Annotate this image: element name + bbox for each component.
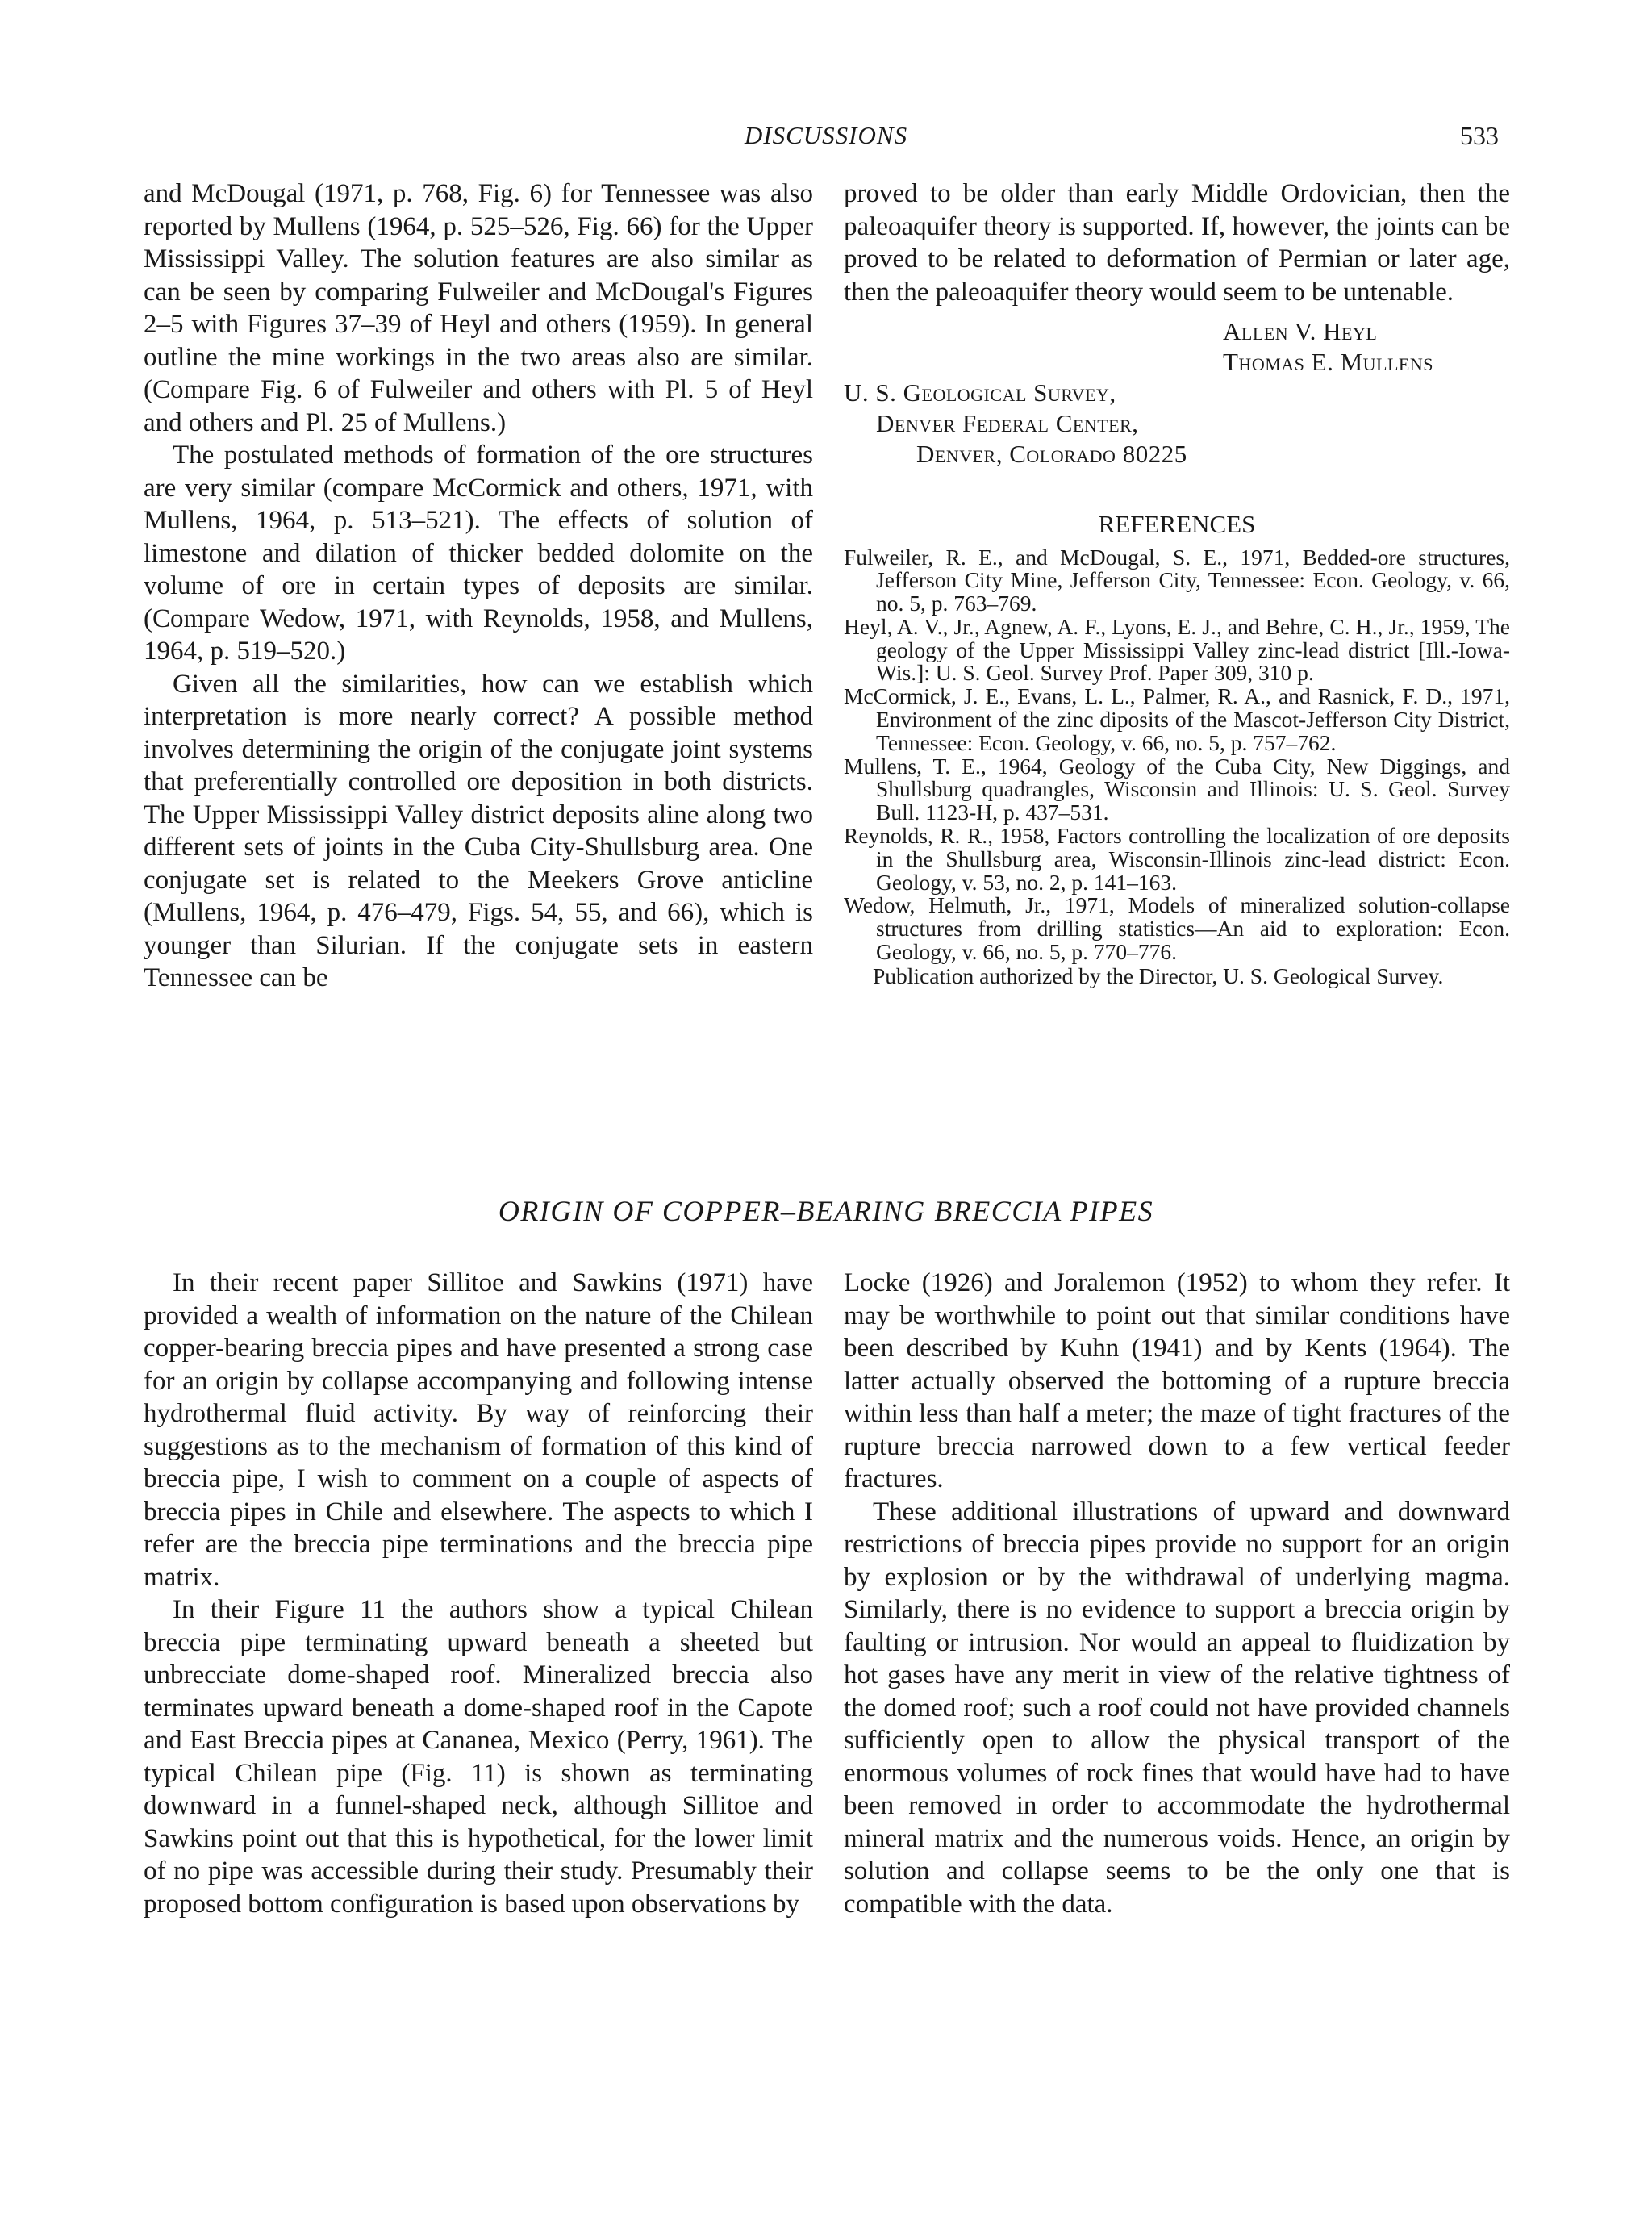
paragraph: In their Figure 11 the authors show a typical Chilean breccia pipe terminating upward beneath a sheeted but unbrecciate dome-shaped roof. Mineralized breccia also terminates upward beneath a dome-shaped roof in the Capote and East Breccia pipes at Cananea, Mexico (Perry, 1961). The typical Chilean pipe (Fig. 11) is shown as terminating downward in a funnel-shaped neck, although Sillitoe and Sawkins point out that this is hypothetical, for the lower limit of no pipe was accessible during their study. Presumably their proposed bottom configuration is based upon observations by (144, 1595, 813, 1919)
affiliation-line: Denver, Colorado 80225 (916, 440, 1187, 468)
reference-list (844, 546, 1510, 964)
paragraph: and McDougal (1971, p. 768, Fig. 6) for Tennessee was also reported by Mullens (1964, p. 525–526, Fig. 66) for the Upper Mississippi Valley. The solution features are also similar as can be seen by comparing Fulweiler and McDougal's Figures 2–5 with Figures 37–39 of Heyl and others (1959). In general outline the mine workings in the two areas also are similar. (Compare Fig. 6 of Fulweiler and others with Pl. 5 of Heyl and others and Pl. 25 of Mullens.) (144, 179, 813, 437)
signature-block (844, 316, 1510, 470)
author-name: Thomas E. Mullens (1223, 348, 1433, 376)
affiliation-line: Denver Federal Center, (876, 409, 1139, 437)
paragraph: The postulated methods of formation of the ore structures are very similar (compare McCormick and others, 1971, with Mullens, 1964, p. 513–521). The effects of solution of limestone and dilation of thicker bedded dolomite on the volume of ore in certain types of deposits are similar. (Compare Wedow, 1971, with Reynolds, 1958, and Mullens, 1964, p. 519–520.) (144, 441, 813, 666)
paragraph: In their recent paper Sillitoe and Sawkins (1971) have provided a wealth of information on the nature of the Chilean copper-bearing breccia pipes and have presented a strong case for an origin by collapse accompanying and following intense hydrothermal fluid activity. By way of reinforcing their suggestions as to the mechanism of formation of this kind of breccia pipe, I wish to comment on a couple of aspects of breccia pipes in Chile and elsewhere. The aspects to which I refer are the breccia pipe terminations and the breccia pipe matrix. (144, 1268, 813, 1592)
discussion-column-right (844, 177, 1510, 988)
paragraph: These additional illustrations of upward and downward restrictions of breccia pipes provide no support for an origin by explosion or by the withdrawal of underlying magma. Similarly, there is no evidence to support a breccia origin by faulting or intrusion. Nor would an appeal to fluidization by hot gases have any merit in view of the relative tightness of the domed roof; such a roof could not have provided channels sufficiently open to allow the physical transport of the enormous volumes of rock fines that would have had to have been removed in order to accommodate the hydrothermal mineral matrix and the numerous voids. Hence, an origin by solution and collapse seems to be the only one that is compatible with the data. (844, 1497, 1510, 1919)
paragraph: Given all the similarities, how can we establish which interpretation is more nearly correct? A possible method involves determining the origin of the conjugate joint systems that preferentially controlled ore deposition in both districts. The Upper Mississippi Valley district deposits aline along two different sets of joints in the Cuba City-Shullsburg area. One conjugate set is related to the Meekers Grove anticline (Mullens, 1964, p. 476–479, Figs. 54, 55, and 66), which is younger than Silurian. If the conjugate sets in eastern Tennessee can be (144, 669, 813, 992)
running-title: DISCUSSIONS (744, 121, 908, 149)
section-title: ORIGIN OF COPPER–BEARING BRECCIA PIPES (498, 1195, 1154, 1227)
author-name: Allen V. Heyl (1223, 317, 1378, 345)
publication-note: Publication authorized by the Director, U. S. Geological Survey. (873, 963, 1444, 988)
references-heading: REFERENCES (1098, 510, 1256, 538)
discussion-column-left (144, 177, 813, 995)
article-column-left (144, 1267, 813, 1920)
reference-item: Mullens, T. E., 1964, Geology of the Cuba City, New Diggings, and Shullsburg quadrangles, Wisconsin and Illinois: U. S. Geol. Survey Bull. 1123-H, p. 437–531. (844, 753, 1510, 825)
reference-item: Reynolds, R. R., 1958, Factors controlling the localization of ore deposits in the Shullsburg area, Wisconsin-Illinois zinc-lead district: Econ. Geology, v. 53, no. 2, p. 141–163. (844, 823, 1510, 895)
article-column-right (844, 1267, 1510, 1920)
affiliation (844, 378, 1510, 470)
paragraph: Locke (1926) and Joralemon (1952) to whom they refer. It may be worthwhile to point out that similar conditions have been described by Kuhn (1941) and by Kents (1964). The latter actually observed the bottoming of a rupture breccia within less than half a meter; the maze of tight fractures of the rupture breccia narrowed down to a few vertical feeder fractures. (844, 1268, 1510, 1493)
running-header (0, 121, 1652, 161)
affiliation-line: U. S. Geological Survey, (844, 378, 1116, 407)
reference-item: Fulweiler, R. E., and McDougal, S. E., 1971, Bedded-ore structures, Jefferson City Mine, Jefferson City, Tennessee: Econ. Geology, v. 66, no. 5, p. 763–769. (844, 544, 1510, 616)
reference-item: Wedow, Helmuth, Jr., 1971, Models of mineralized solution-collapse structures from drilling statistics—An aid to exploration: Econ. Geology, v. 66, no. 5, p. 770–776. (844, 892, 1510, 965)
author-list (844, 316, 1510, 378)
paragraph: proved to be older than early Middle Ordovician, then the paleoaquifer theory is supported. If, however, the joints can be proved to be related to deformation of Permian or later age, then the paleoaquifer theory would seem to be untenable. (844, 179, 1510, 307)
page-number: 533 (1460, 121, 1499, 150)
reference-item: Heyl, A. V., Jr., Agnew, A. F., Lyons, E. J., and Behre, C. H., Jr., 1959, The geology of the Upper Mississippi Valley zinc-lead district [Ill.-Iowa-Wis.]: U. S. Geol. Survey Prof. Paper 309, 310 p. (844, 613, 1510, 686)
reference-item: McCormick, J. E., Evans, L. L., Palmer, R. A., and Rasnick, F. D., 1971, Environment of the zinc diposits of the Mascot-Jefferson City District, Tennessee: Econ. Geology, v. 66, no. 5, p. 757–762. (844, 683, 1510, 755)
